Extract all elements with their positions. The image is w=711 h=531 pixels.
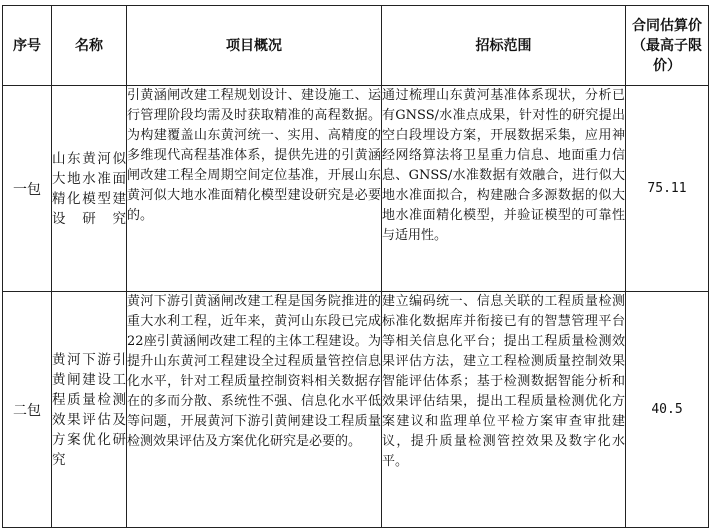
table-header-row <box>3 6 709 86</box>
row-scope: 建立编码统一、信息关联的工程质量检测标准化数据库并衔接已有的智慧管理平台等相关信息化平台；提出工程质量检测效果评估方法，建立工程检测质量控制效果智能评估体系；基于检测数据智能分析和效果评估结果，提出工程质量检测优化方案建议和监理单位平检方案审查审批建议，提升质量检测管控效果及数字化水平。 <box>382 292 626 528</box>
header-scope: 招标范围 <box>382 6 626 86</box>
bid-table <box>2 5 709 528</box>
header-overview: 项目概况 <box>127 6 382 86</box>
row-name: 山东黄河似大地水准面精化模型建设研究 <box>52 86 127 292</box>
table-row <box>3 86 709 292</box>
header-seq: 序号 <box>3 6 52 86</box>
row-name: 黄河下游引黄闸建设工程质量检测效果评估及方案优化研究 <box>52 292 127 528</box>
row-price: 40.5 <box>626 292 709 528</box>
table-row <box>3 292 709 528</box>
row-scope: 通过梳理山东黄河基准体系现状，分析已有GNSS/水准点成果，针对性的研究提出空白段埋设方案，开展数据采集，应用神经网络算法将卫星重力信息、地面重力信息、GNSS/水准数据有效融合，进行似大地水准面拟合，构建融合多源数据的似大地水准面精化模型，并验证模型的可靠性与适用性。 <box>382 86 626 292</box>
header-name: 名称 <box>52 6 127 86</box>
header-price: 合同估算价（最高子限价） <box>626 6 709 86</box>
row-overview: 引黄涵闸改建工程规划设计、建设施工、运行管理阶段均需及时获取精准的高程数据。为构建覆盖山东黄河统一、实用、高精度的多维现代高程基准体系，提供先进的引黄涵闸改建工程全周期空间定位基准，开展山东黄河似大地水准面精化模型建设研究是必要的。 <box>127 86 382 292</box>
row-price: 75.11 <box>626 86 709 292</box>
row-seq: 二包 <box>3 292 52 528</box>
row-seq: 一包 <box>3 86 52 292</box>
row-overview: 黄河下游引黄涵闸改建工程是国务院推进的重大水利工程，近年来，黄河山东段已完成22座引黄涵闸改建工程的主体工程建设。为提升山东黄河工程建设全过程质量管控信息化水平，针对工程质量控制资料相关数据存在的多而分散、系统性不强、信息化水平低等问题，开展黄河下游引黄闸建设工程质量检测效果评估及方案优化研究是必要的。 <box>127 292 382 528</box>
